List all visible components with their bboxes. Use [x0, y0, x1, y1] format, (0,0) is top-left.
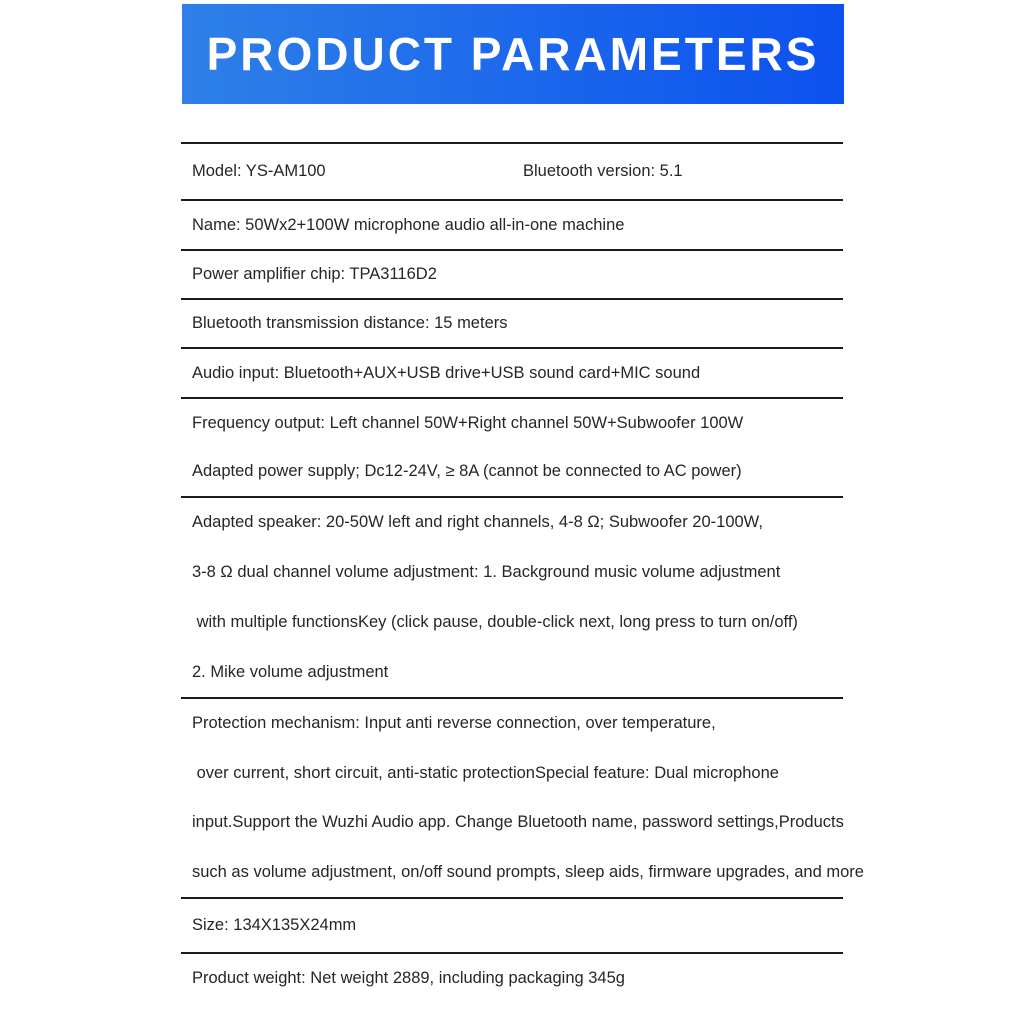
header-banner: [182, 4, 844, 104]
spec-row-bluetooth-distance: [181, 298, 843, 347]
spec-size: Size: 134X135X24mm: [192, 916, 357, 934]
spec-row-model: [181, 142, 843, 199]
page-title: PRODUCT PARAMETERS: [206, 28, 820, 80]
spec-amplifier-chip: Power amplifier chip: TPA3116D2: [192, 265, 437, 283]
spec-frequency-output: Frequency output: Left channel 50W+Right channel 50W+Subwoofer 100W: [192, 413, 744, 432]
spec-row-output-power: [181, 397, 843, 496]
spec-bluetooth-version: Bluetooth version: 5.1: [523, 162, 683, 180]
spec-row-adapted-speaker: [181, 496, 843, 697]
spec-model: Model: YS-AM100: [192, 162, 326, 180]
spec-table: [181, 142, 864, 1002]
spec-multifunction-key: with multiple functionsKey (click pause, double-click next, long press to turn on/off): [192, 612, 798, 631]
spec-name: Name: 50Wx2+100W microphone audio all-in-one machine: [192, 215, 625, 234]
spec-protection-mechanism: Protection mechanism: Input anti reverse connection, over temperature,: [192, 714, 716, 733]
spec-row-amplifier-chip: [181, 249, 843, 298]
spec-row-name: [181, 199, 843, 249]
spec-bluetooth-distance: Bluetooth transmission distance: 15 meters: [192, 314, 508, 332]
spec-row-size: [181, 897, 843, 952]
spec-audio-input: Audio input: Bluetooth+AUX+USB drive+USB sound card+MIC sound: [192, 363, 701, 382]
spec-app-features: such as volume adjustment, on/off sound prompts, sleep aids, firmware upgrades, and more: [192, 862, 864, 881]
spec-row-weight: [181, 952, 843, 1002]
spec-adapted-speaker: Adapted speaker: 20-50W left and right channels, 4-8 Ω; Subwoofer 20-100W,: [192, 513, 763, 532]
spec-special-feature: over current, short circuit, anti-static protectionSpecial feature: Dual microphone: [192, 763, 779, 782]
spec-row-audio-input: [181, 347, 843, 397]
spec-power-supply: Adapted power supply; Dc12-24V, ≥ 8A (cannot be connected to AC power): [192, 462, 742, 481]
spec-row-protection: [181, 697, 864, 897]
spec-weight: Product weight: Net weight 2889, including packaging 345g: [192, 968, 625, 987]
spec-volume-adjustment: 3-8 Ω dual channel volume adjustment: 1. Background music volume adjustment: [192, 563, 781, 582]
spec-mike-volume: 2. Mike volume adjustment: [192, 662, 389, 681]
spec-app-support: input.Support the Wuzhi Audio app. Change Bluetooth name, password settings,Products: [192, 813, 844, 832]
